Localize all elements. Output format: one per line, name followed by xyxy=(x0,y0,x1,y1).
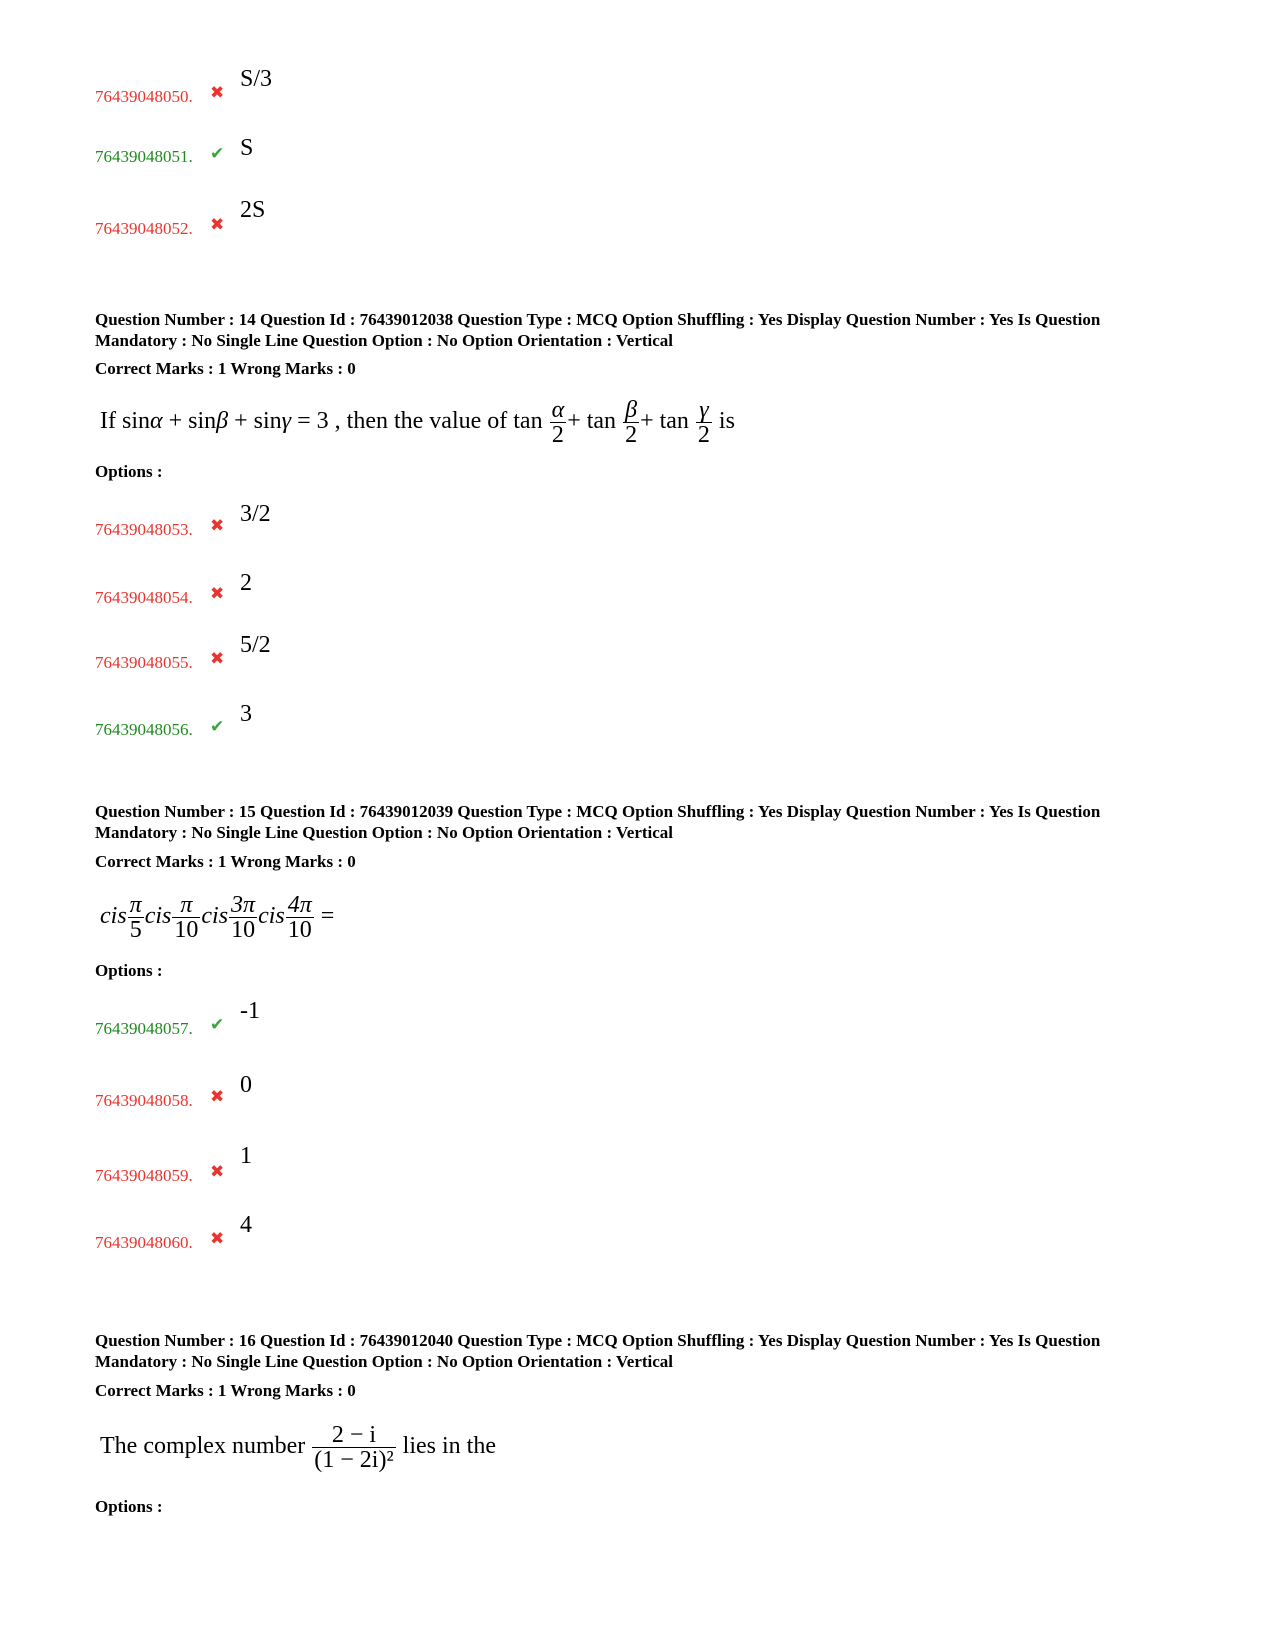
question-marks: Correct Marks : 1 Wrong Marks : 0 xyxy=(95,852,356,871)
option-row xyxy=(95,1071,695,1131)
text-fragment: = 3 , then the value of tan xyxy=(291,408,543,435)
fraction-denominator: 2 xyxy=(625,422,638,448)
option-id: 76439048052. xyxy=(95,219,193,238)
option-value: 4 xyxy=(240,1212,252,1238)
question-meta: Question Number : 16 Question Id : 76439012040 Question Type : MCQ Option Shuffling : Yes Display Question Number : Yes Is Question Mandatory : No Single Line Question Option : No Option Orientation : Vertical xyxy=(95,1331,1101,1371)
wrong-mark-icon: ✖ xyxy=(210,1162,225,1182)
wrong-mark-icon: ✖ xyxy=(210,83,225,103)
text-fragment: γ xyxy=(281,408,292,435)
fraction-numerator: π xyxy=(129,892,142,918)
option-id: 76439048053. xyxy=(95,520,193,539)
option-row xyxy=(95,66,695,130)
option-value: 5/2 xyxy=(240,632,271,658)
option-id: 76439048060. xyxy=(95,1233,193,1252)
option-value: 0 xyxy=(240,1072,252,1098)
fraction xyxy=(550,398,567,447)
option-row xyxy=(95,197,695,260)
question-text xyxy=(100,893,334,942)
option-row xyxy=(95,1145,695,1205)
option-row xyxy=(95,1211,695,1271)
fraction xyxy=(312,1423,395,1472)
question-meta: Question Number : 14 Question Id : 76439012038 Question Type : MCQ Option Shuffling : Yes Display Question Number : Yes Is Question Mandatory : No Single Line Question Option : No Option Orientation : Vertical xyxy=(95,310,1101,350)
question-meta: Question Number : 15 Question Id : 76439012039 Question Type : MCQ Option Shuffling : Yes Display Question Number : Yes Is Question Mandatory : No Single Line Question Option : No Option Orientation : Vertical xyxy=(95,802,1101,842)
text-fragment: is xyxy=(712,408,735,435)
option-id: 76439048057. xyxy=(95,1019,193,1038)
question-marks: Correct Marks : 1 Wrong Marks : 0 xyxy=(95,1381,356,1400)
option-row xyxy=(95,702,695,762)
fraction-denominator: 10 xyxy=(174,917,199,943)
option-value: 3/2 xyxy=(240,501,271,527)
fraction-numerator: 4π xyxy=(287,892,312,918)
question-text xyxy=(100,398,735,447)
option-id: 76439048056. xyxy=(95,720,193,739)
text-fragment: The complex number xyxy=(100,1433,312,1460)
options-label: Options : xyxy=(95,1497,163,1516)
text-fragment: + tan xyxy=(640,408,689,435)
text-fragment: cis xyxy=(258,903,285,930)
text-fragment: cis xyxy=(201,903,229,930)
fraction-denominator: 10 xyxy=(229,917,257,942)
wrong-mark-icon: ✖ xyxy=(210,649,225,669)
fraction xyxy=(623,398,639,447)
option-value: -1 xyxy=(240,998,260,1024)
option-id: 76439048054. xyxy=(95,588,193,607)
option-row xyxy=(95,500,695,560)
fraction-denominator: 2 xyxy=(550,422,567,447)
text-fragment: + tan xyxy=(567,408,617,435)
text-fragment: lies in the xyxy=(396,1433,496,1460)
text-fragment: + sin xyxy=(162,408,217,435)
options-label: Options : xyxy=(95,961,163,980)
wrong-mark-icon: ✖ xyxy=(210,516,225,536)
option-value: S/3 xyxy=(240,66,273,92)
option-value: 2 xyxy=(240,570,252,596)
question-text xyxy=(100,1423,496,1472)
option-row xyxy=(95,567,695,627)
text-fragment: cis xyxy=(144,903,172,930)
option-id: 76439048051. xyxy=(95,147,193,166)
option-id: 76439048050. xyxy=(95,87,193,106)
fraction-denominator: (1 − 2i)² xyxy=(314,1447,394,1473)
wrong-mark-icon: ✖ xyxy=(210,1087,225,1107)
check-mark-icon: ✔ xyxy=(210,717,225,737)
option-row xyxy=(95,1000,695,1060)
text-fragment: + sin xyxy=(228,408,282,435)
text-fragment: cis xyxy=(100,903,127,930)
option-row xyxy=(95,634,695,694)
fraction-numerator: 3π xyxy=(231,892,256,918)
check-mark-icon: ✔ xyxy=(210,144,225,164)
option-id: 76439048058. xyxy=(95,1091,193,1110)
option-row xyxy=(95,131,695,191)
options-label: Options : xyxy=(95,462,163,481)
text-fragment: β xyxy=(216,408,229,435)
fraction xyxy=(128,893,144,942)
fraction xyxy=(172,893,200,942)
wrong-mark-icon: ✖ xyxy=(210,1229,225,1249)
fraction-numerator: γ xyxy=(699,397,709,423)
fraction-numerator: α xyxy=(551,397,565,423)
fraction xyxy=(286,893,314,942)
fraction-numerator: β xyxy=(625,397,638,423)
fraction-numerator: 2 − i xyxy=(331,1422,377,1448)
option-value: 2S xyxy=(240,197,266,223)
option-id: 76439048055. xyxy=(95,653,193,672)
fraction-denominator: 10 xyxy=(286,917,314,942)
fraction-denominator: 5 xyxy=(128,917,144,942)
fraction-denominator: 2 xyxy=(697,422,710,448)
option-value: 3 xyxy=(240,701,252,727)
text-fragment: = xyxy=(320,903,335,930)
check-mark-icon: ✔ xyxy=(210,1015,225,1035)
wrong-mark-icon: ✖ xyxy=(210,584,225,604)
fraction xyxy=(229,893,257,942)
option-id: 76439048059. xyxy=(95,1166,193,1185)
text-fragment: If sin xyxy=(100,408,150,435)
question-marks: Correct Marks : 1 Wrong Marks : 0 xyxy=(95,359,356,378)
text-fragment: α xyxy=(150,408,163,435)
fraction xyxy=(696,398,712,447)
wrong-mark-icon: ✖ xyxy=(210,215,225,235)
option-value: S xyxy=(240,135,254,161)
fraction-numerator: π xyxy=(180,892,193,918)
option-value: 1 xyxy=(240,1143,252,1169)
